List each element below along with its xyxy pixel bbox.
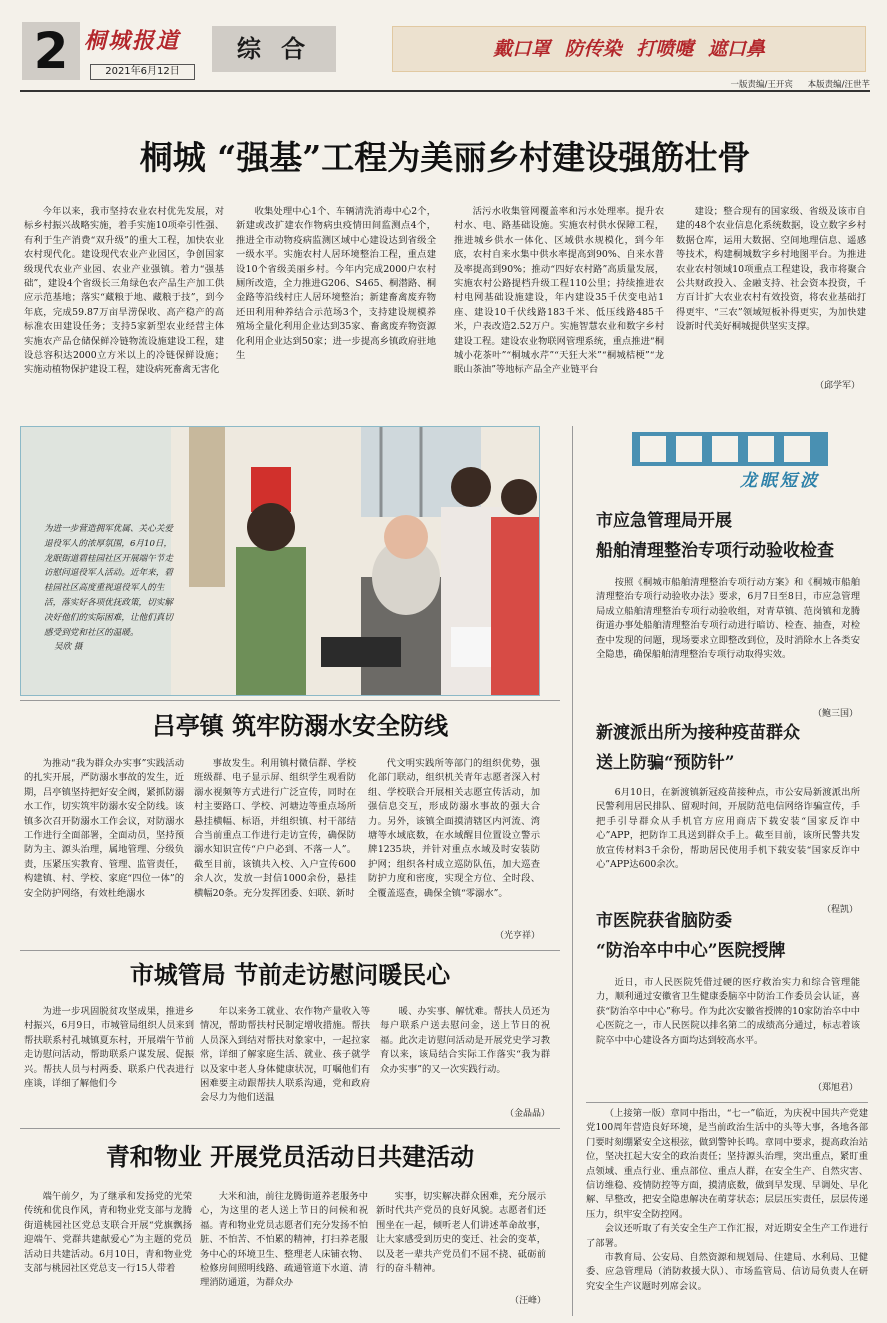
brief-3 [586,906,870,1096]
slogan-banner: 戴口罩 防传染 打喷嚏 遮口鼻 [392,26,866,72]
article4-column-2 [200,1190,368,1310]
brief-3-text: 近日，市人民医院凭借过硬的医疗救治实力和综合管理能力，顺利通过安徽省卫生健康委脑卒中防治工作委员会认证，喜获“防治卒中中心”称号。作为此次安徽省授牌的10家防治卒中中心医院之一，市人民医院以排名第二的成绩高分通过，标志着该院卒中中心建设各方面均达到较高水平。 [596,977,860,1046]
brief-1-text: 按照《桐城市船舶清理整治专项行动方案》和《桐城市船舶清理整治专项行动验收办法》要求，6月7日至8日，市应急管理局成立船舶清理整治专项行动验收组，对青草镇、范岗镇和龙腾街道办事处船舶清理整治专项行动进行暗访、检查、抽查，对检查中发现的问题，现场要求立即整改到位，及时消除水上各类安全隐患，确保船舶清理整治专项行动取得实效。 [596,577,860,661]
section-name: 综 合 [212,26,336,72]
article1-text-2: 收集处理中心1个、车辆清洗消毒中心2个，新建或改扩建农作物病虫疫情田间监测点4个，推进全市动物疫病监测区域中心建设达到省级全一级水平。实施农村人居环境整治工程，重点建设10个省级美丽乡村。今年内完成2000户农村厕所改造，全力推进G206、S465、桐潜路、桐金路等沿线村庄人居环境整治；新建畜禽废弃物还田利用种养结合示范场3个，支持建设规模养殖场全量化利用企业达到35家、畜禽废弃物资源化利用企业达到50家；进一步提高乡镇政府驻地生 [236,206,436,362]
brief-3-byline: （郑旭君） [812,1083,858,1093]
issue-date: 2021年6月12日 [90,64,195,80]
article1-text-3: 活污水收集管网覆盖率和污水处理率。提升农村水、电、路基础设施。实施农村供水保障工程，推进城乡供水一体化、区域供水规模化，到今年底，农村自来水集中供水率提高到90%、自来水普及率提高到90%；推动“四好农村路”高质量发展，实施农村公路提档升级工程110公里；持续推进农村电网基础设施建设，年内建设35千伏变电站1座、建设10千伏线路183千米、低压线路485千米，户表改造2.52万户。实施智慧农业和数字乡村建设工程。建设农业物联网管理系统，重点推进“桐城小花茶叶”“桐城水芹”“天狂大米”“桐城桔梗”“龙眠山茶油”等地标产品全产业链平台 [454,206,664,376]
article2-text-2: 事故发生。利用镇村微信群、学校班级群、电子显示屏、组织学生观看防溺水视频等方式进行广泛宣传，同时在村主要路口、学校、河塘边等重点场所悬挂横幅、标语，并组织镇、村干部结合当前重点工作进行走访宣传，确保防溺水知识宣传“户户必到、不落一人”。截至目前，该镇共入校、入户宣传600余人次，发放一封信1000余份，悬挂横幅20条。充分发挥团委、妇联、新时 [194,758,356,899]
article4-text-2: 大米和油，前往龙腾街道养老服务中心，为这里的老人送上节日的问候和祝福。青和物业党员志愿者们充分发扬不怕脏、不怕苦、不怕累的精神，打扫养老服务中心的环境卫生、整理老人床铺衣物、检修房间照明线路、疏通管道下水道、清理消防通道，为群众办 [200,1191,368,1289]
brief-1-byline: （鲍三国） [812,709,858,719]
paper-name-logo: 桐城报道 [84,28,181,54]
article-headline-qinghe: 青和物业 开展党员活动日共建活动 [105,1142,475,1171]
article1-column-4 [676,205,866,385]
article1-column-2 [236,205,436,415]
article1-text-4: 建设；整合现有的国家级、省级及该市自建的48个农业信息化系统数据，设立数字乡村数据仓库，运用大数据、空间地理信息、遥感等技术，构建桐城数字乡村地图平台。为推进农业农村领域10项重点工程建设，我市将聚合公共财政投入、金融支持、社会资本投资，千方百计扩大农业农村有效投资，将农业基础打得更牢、“三农”领域短板补得更实，为加快建设新时代美好桐城提供坚实支撑。 [676,206,866,333]
article-headline-qiangji: 桐城 “强基”工程为美丽乡村建设强筋壮骨 [139,138,751,177]
brief-1-title-line-1: 市应急管理局开展 [596,511,732,531]
brief-3-title-line-2: “防治卒中中心”医院授牌 [596,941,786,961]
article3-text-2: 年以来务工就业、农作物产量收入等情况，帮助帮扶村民制定增收措施。帮扶人员深入到结对帮扶对象家中，一起拉家常，详细了解家庭生活、就业、孩子就学以及家中老人身体健康状况，叮嘱他们有困难要主动跟帮扶人联系沟通，党和政府会尽力为他们送温 [200,1006,370,1104]
editor-first-page: 一版责编/王开宾 [730,80,793,90]
divider [20,950,560,951]
brief-1 [586,506,870,719]
brief-3-title-line-1: 市医院获省脑防委 [596,911,732,931]
article3-byline: （金晶晶） [504,1109,550,1119]
article4-text-1: 端午前夕，为了继承和发扬党的光荣传统和优良作风，青和物业党支部与龙腾街道桃园社区党总支联合开展“党旗飘扬迎端午、党群共建献爱心”为主题的党员活动日共建活动。6月10日，青和物业党支部与桃园社区党总支一行15人带着 [24,1191,192,1275]
article4-text-3: 实事，切实解决群众困难，充分展示新时代共产党员的良好风貌。志愿者们还围坐在一起，倾听老人们讲述革命故事，让大家感受到历史的变迁、社会的变革，以及老一辈共产党员们不屈不挠、砥砺前行的奋斗精神。 [376,1191,546,1275]
divider [20,1128,560,1129]
brief-column-title: 龙眠短波 [740,471,820,491]
article1-column-1 [24,205,224,415]
article2-text-3: 代文明实践所等部门的组织优势，强化部门联动，组织机关青年志愿者深入村组、学校联合开展相关志愿宣传活动，加强信息交互，形成防溺水事故的强大合力。另外，该镇全面摸清辖区内河流、湾塘等水域底数，在水域醒目位置设立警示牌1235块，并针对重点水域及时安装防护网；组织各村成立巡防队伍，加大巡查防护力度和密度，实现全方位、全时段、全覆盖巡查，确保全镇“零溺水”。 [368,758,540,899]
photo-caption [44,522,174,672]
article3-column-1 [24,1005,194,1123]
article-headline-chengguan: 市城管局 节前走访慰问暖民心 [129,960,451,989]
brief-1-body [586,576,870,706]
article2-column-3 [368,757,540,929]
brief-2-body [586,786,870,902]
continued-text-1: （上接第一版）章同中指出，“七一”临近，为庆祝中国共产党建党100周年营造良好环境，是当前政治生活中的头等大事，各地各部门要时刻绷紧安全这根弦，做到警钟长鸣。章同中要求，提高政治站位，坚决扛起大安全的政治责任；坚持源头治理，突出重点，紧盯重点领域、重点行业、重点部位、重点人群，在安全生产、自然灾害、信访维稳、疫情防控等方面，摸清底数，做到早发现、早调处、早化解、早整改，把安全隐患解决在萌芽状态；层层压实责任，层层传递压力，织牢安全防控网。 [586,1108,868,1220]
article2-text-1: 为推动“我为群众办实事”实践活动的扎实开展，严防溺水事故的发生，近期，吕亭镇坚持把好安全阀，紧抓防溺水工作，切实筑牢防溺水安全防线。该镇多次召开防溺水工作会议，对防溺水工作进行全面部署，全面动员，坚持预防为主、源头治理，属地管理、分级负责，压紧压实教育、管理、监管责任，构建镇、村、学校、家庭“四位一体”的安全防护网络，有效杜绝溺水 [24,758,184,899]
page-number: 2 [22,22,80,80]
article3-column-2 [200,1005,370,1123]
divider [20,700,560,701]
article4-byline: （汪峰） [509,1296,546,1306]
article-headline-lvting: 吕亭镇 筑牢防溺水安全防线 [151,711,449,740]
brief-1-title-line-2: 船舶清理整治专项行动验收检查 [596,541,834,561]
continued-text-3: 市教育局、公安局、自然资源和规划局、住建局、水利局、卫健委、应急管理局（消防救援大队）、市场监管局、信访局负责人在研究安全生产议题时列席会议。 [586,1252,868,1292]
editor-this-page: 本版责编/汪世芊 [807,80,870,90]
brief-2-byline: （程凯） [821,905,858,915]
article2-column-1 [24,757,184,945]
article4-column-1 [24,1190,192,1310]
article4-column-3 [376,1190,546,1294]
article1-byline: （邱学军） [814,381,860,391]
article3-text-3: 暖、办实事、解忧难。帮扶人员还为每户联系户送去慰问金，送上节日的祝福。此次走访慰问活动是开展党史学习教育以来，该局结合实际工作落实“我为群众办实事”的又一次实践行动。 [380,1006,550,1075]
brief-2-title-line-1: 新渡派出所为接种疫苗群众 [596,723,800,743]
photo-credit: 吴欣 摄 [54,642,83,653]
photo-caption-text: 为进一步营造拥军优属、关心关爱退役军人的浓厚氛围，6月10日，龙眠街道碧桂园社区开展端午节走访慰问退役军人活动。近年来，碧桂园社区高度重视退役军人的生活，落实好各项优抚政策，切实解决好他们的实际困难，让他们真切感受到党和社区的温暖。 [44,524,173,638]
continued-text-2: 会议还听取了有关安全生产工作汇报，对近期安全生产工作进行了部署。 [586,1223,868,1249]
article1-column-3 [454,205,664,415]
brief-3-body [586,976,870,1080]
article2-byline: （光亨祥） [494,931,540,941]
article2-column-2 [194,757,356,945]
brief-2-text: 6月10日，在新渡镇新冠疫苗接种点，市公安局新渡派出所民警利用居民排队、留观时间，开展防范电信网络诈骗宣传，手把手引导群众从手机官方应用商店下载安装“国家反诈中心”APP，把防诈工具送到群众手上。截至目前，该所民警共发放宣传材料3千余份，帮助居民使用手机下载安装“国家反诈中心”APP达600余次。 [596,787,860,871]
article3-column-3 [380,1005,550,1105]
divider [572,426,573,1316]
brief-2-title-line-2: 送上防骗“预防针” [596,753,735,773]
continued-article [586,1102,868,1316]
brief-2 [586,718,870,915]
header-rule [20,90,870,92]
article3-text-1: 为进一步巩固脱贫攻坚成果，推进乡村振兴，6月9日，市城管局组织人员来到帮扶联系村孔城镇夏东村，开展端午节前走访慰问活动，帮助联系户谋发展、促振兴。帮扶人员与村两委、联系户代表进行座谈，详细了解他们今 [24,1006,194,1090]
article1-text-1: 今年以来，我市坚持农业农村优先发展，对标乡村振兴战略实施，着手实施10项牵引性强、有利于生产消费“双升级”的重大工程，加快农业农村现代化。建设现代农业产业园区，争创国家级现代农业产业园、农业产业强镇。着力“强基础”，建设4个省级长三角绿色农产品生产加工供应示范基地；落实“藏粮于地、藏粮于技”，到今年底，完成59.87万亩旱涝保收、高产稳产的高标准农田建设任务；支持5家新型农业经营主体实施农产品仓储保鲜冷链物流设施建设工程，建设总容积达2000立方米以上的冷链保鲜设施；实施动植物保护建设工程，建设病死畜禽无害化 [24,206,224,376]
